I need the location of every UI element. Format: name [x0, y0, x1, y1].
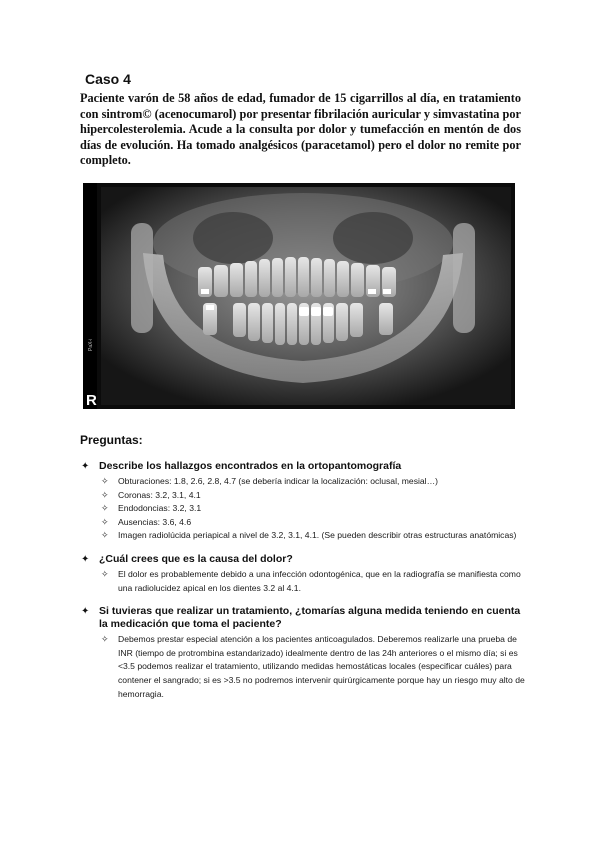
answer-text: Coronas: 3.2, 3.1, 4.1 — [118, 489, 201, 500]
questions-list — [80, 460, 525, 711]
star-bullet-icon: ✦ — [81, 553, 90, 565]
answer-list — [80, 475, 525, 543]
answer-text: Imagen radiolúcida periapical a nivel de 3.2, 3.1, 4.1. (Se pueden describir otras estructuras anatómicas) — [118, 530, 517, 541]
question-item — [80, 605, 525, 701]
diamond-bullet-icon: ✧ — [101, 489, 109, 500]
answer-item — [100, 568, 525, 595]
questions-heading: Preguntas: — [80, 433, 143, 447]
answer-item — [100, 633, 525, 701]
question-title: Describe los hallazgos encontrados en la ortopantomografía — [99, 460, 402, 472]
xray-r-marker: R — [86, 392, 97, 409]
answer-item — [100, 475, 525, 489]
xray-side-label: PaX-i — [88, 338, 94, 351]
diamond-bullet-icon: ✧ — [101, 503, 109, 514]
case-description: Paciente varón de 58 años de edad, fumador de 15 cigarrillos al día, en tratamiento con sintrom© (acenocumarol) por presentar fibrilación auricular y simvastatina por hipercolesterolemia. Acude a la consulta por dolor y tumefacción en mentón de dos días de evolución. Ha tomado analgésicos (paracetamol) pero el dolor no remite por completo. — [80, 91, 521, 168]
answer-text: Ausencias: 3.6, 4.6 — [118, 516, 192, 527]
diamond-bullet-icon: ✧ — [101, 568, 109, 579]
answer-text: El dolor es probablemente debido a una infección odontogénica, que en la radiografía se manifiesta como una radiolucidez apical en los dientes 3.2 al 4.1. — [118, 568, 521, 593]
diamond-bullet-icon: ✧ — [101, 476, 109, 486]
answer-text: Obturaciones: 1.8, 2.6, 2.8, 4.7 (se debería indicar la localización: oclusal, mesial…) — [118, 476, 439, 486]
diamond-bullet-icon: ✧ — [101, 634, 109, 645]
diamond-bullet-icon: ✧ — [101, 530, 109, 541]
question-item — [80, 553, 525, 595]
answer-item — [100, 529, 525, 543]
xray-image — [83, 183, 515, 409]
answer-list — [80, 568, 525, 595]
diamond-bullet-icon: ✧ — [101, 516, 109, 527]
answer-item — [100, 502, 525, 516]
question-item — [80, 460, 525, 543]
case-title: Caso 4 — [85, 71, 131, 87]
answer-list — [80, 633, 525, 701]
answer-text: Debemos prestar especial atención a los pacientes anticoagulados. Deberemos realizarle una prueba de INR (tiempo de protrombina estandarizado) idealmente dentro de las 24h anteriores o el mismo día; si es <3.5 podemos realizar el tratamiento, utilizando medidas hemostáticas locales (especificar cuáles) para contener el sangrado; si es >3.5 no podremos intervenir quirúrgicamente porque hay un riesgo muy alto de hemorragia. — [118, 634, 525, 699]
star-bullet-icon: ✦ — [81, 606, 90, 618]
question-title: Si tuvieras que realizar un tratamiento, ¿tomarías alguna medida teniendo en cuenta la medicación que toma el paciente? — [99, 605, 521, 631]
question-title: ¿Cuál crees que es la causa del dolor? — [99, 552, 293, 565]
answer-item — [100, 516, 525, 530]
panoramic-radiograph — [83, 183, 515, 409]
star-bullet-icon: ✦ — [81, 461, 90, 472]
answer-text: Endodoncias: 3.2, 3.1 — [118, 503, 202, 514]
answer-item — [100, 489, 525, 503]
